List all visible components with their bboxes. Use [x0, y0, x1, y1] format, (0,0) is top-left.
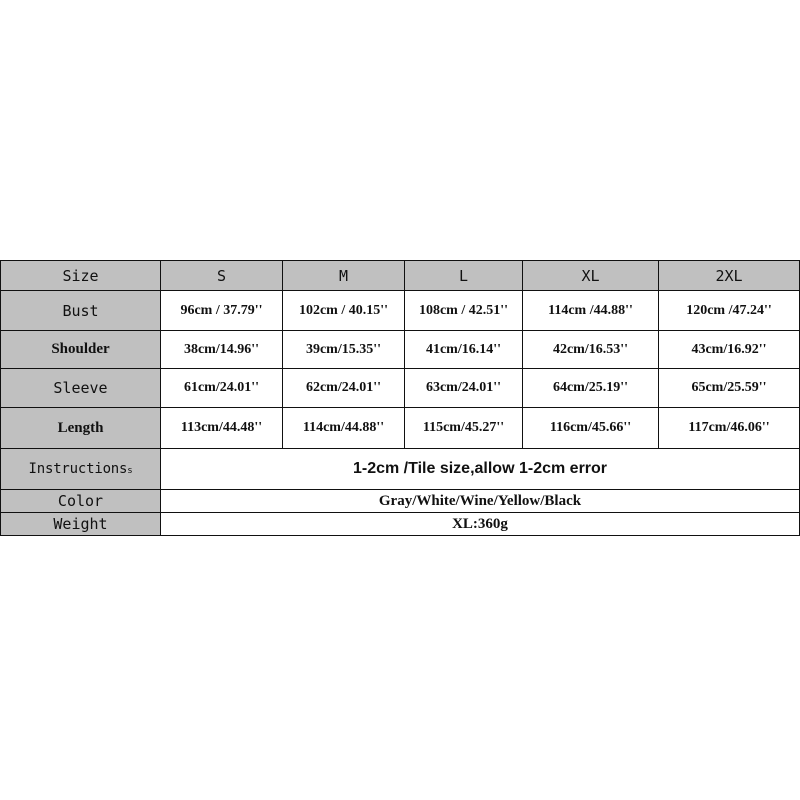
- color-label: Color: [1, 490, 161, 513]
- bust-value-s: 96cm / 37.79'': [161, 291, 283, 331]
- instructions-row: [1, 449, 800, 490]
- size-header-xl: XL: [523, 261, 659, 291]
- shoulder-value-s: 38cm/14.96'': [161, 331, 283, 369]
- sleeve-value-m: 62cm/24.01'': [283, 369, 405, 408]
- size-header-2xl: 2XL: [659, 261, 800, 291]
- length-value-m: 114cm/44.88'': [283, 408, 405, 449]
- bust-label: Bust: [1, 291, 161, 331]
- instructions-value: 1-2cm /Tile size,allow 1-2cm error: [161, 449, 800, 490]
- header-row: [1, 261, 800, 291]
- weight-label: Weight: [1, 513, 161, 536]
- sleeve-value-s: 61cm/24.01'': [161, 369, 283, 408]
- bust-row: [1, 291, 800, 331]
- length-value-l: 115cm/45.27'': [405, 408, 523, 449]
- shoulder-value-2xl: 43cm/16.92'': [659, 331, 800, 369]
- length-row: [1, 408, 800, 449]
- size-header-s: S: [161, 261, 283, 291]
- instructions-label: [1, 449, 161, 490]
- bust-value-l: 108cm / 42.51'': [405, 291, 523, 331]
- length-value-s: 113cm/44.48'': [161, 408, 283, 449]
- length-label: Length: [1, 408, 161, 449]
- instructions-label-suffix: s: [127, 466, 133, 476]
- sleeve-value-xl: 64cm/25.19'': [523, 369, 659, 408]
- instructions-label-text: Instructions: [28, 461, 128, 477]
- shoulder-value-xl: 42cm/16.53'': [523, 331, 659, 369]
- size-header-l: L: [405, 261, 523, 291]
- sleeve-row: [1, 369, 800, 408]
- size-chart-table: [0, 260, 800, 536]
- sleeve-label: Sleeve: [1, 369, 161, 408]
- color-value: Gray/White/Wine/Yellow/Black: [161, 490, 800, 513]
- bust-value-xl: 114cm /44.88'': [523, 291, 659, 331]
- shoulder-value-m: 39cm/15.35'': [283, 331, 405, 369]
- weight-row: [1, 513, 800, 536]
- size-header-m: M: [283, 261, 405, 291]
- length-value-2xl: 117cm/46.06'': [659, 408, 800, 449]
- sleeve-value-2xl: 65cm/25.59'': [659, 369, 800, 408]
- shoulder-value-l: 41cm/16.14'': [405, 331, 523, 369]
- shoulder-label: Shoulder: [1, 331, 161, 369]
- size-header-label: Size: [1, 261, 161, 291]
- shoulder-row: [1, 331, 800, 369]
- bust-value-m: 102cm / 40.15'': [283, 291, 405, 331]
- sleeve-value-l: 63cm/24.01'': [405, 369, 523, 408]
- bust-value-2xl: 120cm /47.24'': [659, 291, 800, 331]
- color-row: [1, 490, 800, 513]
- weight-value: XL:360g: [161, 513, 800, 536]
- length-value-xl: 116cm/45.66'': [523, 408, 659, 449]
